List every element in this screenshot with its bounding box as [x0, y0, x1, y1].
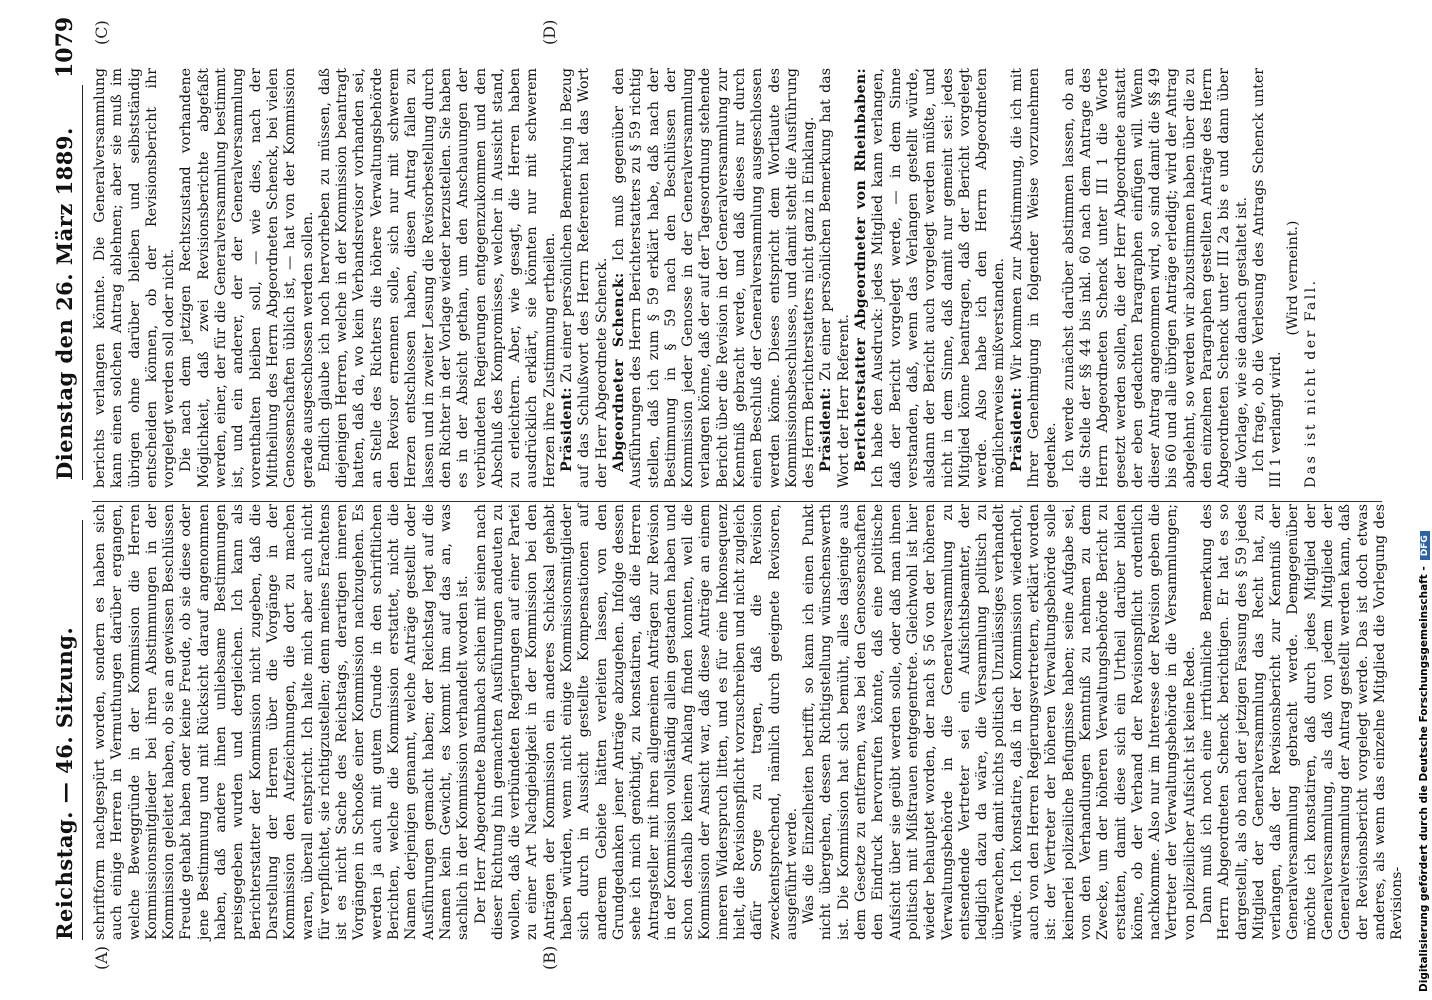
speech-president — [559, 68, 611, 488]
paragraph: Endlich glaube ich noch hervorheben zu müssen, daß diejenigen Herren, welche in der Kommission beantragt hatten, daß da, wo kein Verbandsrevisor vorhanden sei, an Stelle des Richters die höhere Verwaltungsbehörde den Revisor ernennen solle, sich nur mit schwerem Herzen entschlossen haben, diesen Antrag fallen zu lassen und in zweiter Lesung die Revisorbestellung durch den Richter in der Vorlage wieder herzustellen. Sie haben es in der Absicht gethan, um den Anschauungen der verbündeten Regierungen entgegenzukommen und den Abschluß des Kompromisses, welcher in Aussicht stand, zu erleichtern. Aber, wie gesagt, die Herren haben ausdrücklich erklärt, sie könnten nur mit schwerem Herzen ihre Zustimmung ertheilen. — [316, 68, 558, 488]
speech-president — [1009, 68, 1061, 488]
paragraph: Dann muß ich noch eine irrthümliche Bemerkung des Herrn Abgeordneten Schenck berichtigen. Er hat es so dargestellt, als ob nach der jetzigen Fassung des § 59 jedes Mitglied der Generalversammlung das Recht hat, zu verlangen, daß der Revisionsbericht zur Kenntniß der Generalversammlung gebracht werde. Demgegenüber möchte ich konstatiren, daß durch jedes Mitglied der Generalversammlung, als daß von jedem Mitgliede der Generalversammlung der Antrag gestellt werden kann, daß der Revisionsbericht vorgelegt werde. Das ist doch etwas anderes, als wenn das einzelne Mitglied die Vorlegung des Revisions- — [1199, 504, 1406, 940]
margin-mark-b: (B) — [540, 945, 559, 970]
running-header-left: Reichstag. — 46. Sitzung. — [52, 626, 77, 940]
header-rule-left — [82, 520, 83, 940]
speech-text: Ich muß gegenüber den Ausführungen des Herrn Berichterstatters zu § 59 richtig stellen, daß ich zum § 59 erklärt habe, daß nach der Bestimmung in § 59 nach den Beschlüssen der Kommission jeder Genosse in der Generalversammlung verlangen könne, daß der auf der Tagesordnung stehende Bericht über die Revision in der Generalversammlung zur Kenntniß gebracht werde, und daß dieses nur durch einen Beschluß der Generalversammlung ausgeschlossen werden könne. Dieses entspricht dem Wortlaute des Kommissionsbeschlusses, und damit steht die Ausführung des Herrn Berichterstatters nicht ganz in Einklang. — [610, 68, 818, 488]
speech-rapporteur — [853, 68, 1009, 488]
speaker-label: Präsident: — [559, 387, 576, 472]
text-column-left — [92, 504, 1406, 940]
speech-text: Zu einer persönlichen Bemerkung hat das Wort der Herr Referent. — [818, 67, 852, 488]
paragraph: schriftform nachgespürt worden, sondern es haben sich auch einige Herren in Vermuthungen darüber ergangen, welche Beweggründe in der Kommission die Herren Kommissionsmitglieder bei ihren Abstimmungen in der Kommission geleitet haben, ob sie an gewissen Beschlüssen Freude gehabt haben oder keine Freude, ob sie diese oder jene Bestimmung und mit Rücksicht darauf angenommen haben, daß andere ihnen unliebsame Bestimmungen preisgegeben wurden und dergleichen. Ich kann als Berichterstatter der Kommission nicht zugeben, daß die Darstellung der Herren über die Vorgänge in der Kommission den Aufzeichnungen, die dort zu machen waren, überall entspricht. Ich halte mich aber auch nicht für verpflichtet, sie richtigzustellen; denn meines Erachtens ist es nicht Sache des Reichstags, derartigen inneren Vorgängen in Schooße einer Kommission nachzugehen. Es werden ja auch mit gutem Grunde in den schriftlichen Berichten, welche die Kommission erstattet, nicht die Namen derjenigen genannt, welche Anträge gestellt oder Ausführungen gemacht haben; der Reichstag legt auf die Namen kein Gewicht, es kommt ihm auf das an, was sachlich in der Kommission verhandelt worden ist. — [92, 504, 472, 940]
speech-text: Zu einer persönlichen Bemerkung in Bezug auf das Schlußwort des Herrn Referenten hat das Wort der Herr Abgeordnete Schenck. — [559, 68, 610, 488]
running-header-date: Dienstag den 26. März 1889. — [52, 127, 77, 480]
page-number: 1079 — [52, 16, 78, 78]
margin-mark-c: (C) — [92, 20, 111, 45]
paragraph: Ich frage, ob die Verlesung des Antrags Schenck unter III 1 verlangt wird. — [1250, 68, 1285, 488]
speaker-label: Berichterstatter Abgeordneter von Rheinbaben: — [853, 68, 870, 472]
speaker-label: Präsident: — [818, 387, 835, 472]
speech-text: Wir kommen zur Abstimmung, die ich mit Ihrer Genehmigung in folgender Weise vorzunehmen gedenke. — [1008, 68, 1060, 488]
paragraph: Ich werde zunächst darüber abstimmen lassen, ob an die Stelle der §§ 44 bis inkl. 60 nach dem Antrage des Herrn Abgeordneten Schenck unter III 1 die Worte gesetzt werden sollen, die der Herr Abgeordnete anstatt der eben gedachten Paragraphen einfügen will. Wenn dieser Antrag angenommen wird, so sind damit die §§ 49 bis 60 und alle übrigen Anträge erledigt; wird der Antrag abgelehnt, so werden wir abzustimmen haben über die zu den einzelnen Paragraphen gestellten Anträge des Herrn Abgeordneten Schenck unter III 2a bis e und dann über die Vorlage, wie sie danach gestaltet ist. — [1060, 68, 1250, 488]
credit-text: Digitalisierung gefördert durch die Deutsche Forschungsgemeinschaft - — [1418, 566, 1430, 992]
speech-text: Ich habe den Ausdruck: jedes Mitglied kann verlangen, daß der Bericht vorgelegt werde, — in dem Sinne verstanden, daß, wenn das Verlangen gestellt würde, alsdann der Bericht auch vorgelegt werden müßte, und nicht in dem Sinne, daß damit nur gemeint sei: jedes Mitglied könne beantragen, daß der Bericht vorgelegt werde. Also habe ich den Herrn Abgeordneten möglicherweise mißverstanden. — [870, 68, 1008, 488]
column-divider — [92, 501, 1382, 502]
speech-schenck — [611, 68, 819, 488]
paragraph: berichts verlangen könnte. Die Generalversammlung kann einen solchen Antrag ablehnen; aber sie muß im übrigen ohne darüber bleiben und selbstständig entscheiden können, ob der Revisionsbericht ihr vorgelegt werden soll oder nicht. — [92, 68, 178, 488]
text-column-right — [92, 68, 1382, 488]
digitization-credit — [1418, 12, 1430, 992]
margin-mark-a: (A) — [92, 945, 111, 970]
speaker-label: Präsident: — [1008, 387, 1025, 472]
margin-mark-d: (D) — [540, 19, 559, 45]
interjection: (Wird verneint.) — [1285, 220, 1302, 336]
paragraph: Das ist nicht der Fall. — [1302, 278, 1319, 488]
paragraph: Der Herr Abgeordnete Baumbach schien mit seinen nach dieser Richtung hin gemachten Ausführungen andeuten zu wollen, daß die verbündeten Regierungen auf einer Partei zu einer Art Nachgiebigkeit in der Kommission bei den Anträgen der Kommission ein anderes Schicksal gehabt haben würden, wenn nicht einige Kommissionsmitglieder sich durch in Aussicht gestellte Kompensationen auf anderem Gebiete hätten verleiten lassen, von den Grundgedanken jener Anträge abzugehen. Infolge dessen sehe ich mich genöthigt, zu konstatiren, daß die Herren Antragsteller mit ihren allgemeinen Anträgen zur Revision in der Kommission vollständig allein gestanden haben und schon deshalb keinen Anklang finden konnten, weil die Kommission der Ansicht war, daß diese Anträge an einem inneren Widerspruch litten, und es für eine Inkonsequenz hielt, die Revisionspflicht vorzuschreiben und nicht zugleich dafür Sorge zu tragen, daß die Revision zweckentsprechend, nämlich durch geeignete Revisoren, ausgeführt werde. — [472, 504, 800, 940]
speech-president — [818, 68, 853, 488]
paragraph: Die nach dem jetzigen Rechtszustand vorhandene Möglichkeit, daß zwei Revisionsberichte abgefaßt werden, einer, der für die Generalversammlung bestimmt ist, und ein anderer, der der Generalversammlung vorenthalten bleiben soll, — wie dies, nach der Mittheilung des Herrn Abgeordneten Schenck, bei vielen Genossenschaften üblich ist, — hat von der Kommission gerade ausgeschlossen werden sollen. — [178, 68, 316, 488]
header-rule-right — [82, 85, 83, 480]
dfg-logo: DFG — [1420, 531, 1430, 560]
speaker-label: Abgeordneter Schenck: — [610, 272, 627, 472]
paragraph: Was die Einzelheiten betrifft, so kann ich einen Punkt nicht übergehen, dessen Richtigstellung wünschenswerth ist. Die Kommission hat sich bemüht, alles dasjenige aus dem Gesetze zu entfernen, was bei den Genossenschaften den Eindruck hervorrufen könnte, daß eine politische Aufsicht über sie geübt werden solle, oder daß man ihnen politisch mit Mißtrauen entgegentrete. Gleichwohl ist hier wieder behauptet worden, der nach § 56 von der höheren Verwaltungsbehörde in die Generalversammlung zu entsendende Vertreter sei ein Aufsichtsbeamter, der lediglich dazu da wäre, die Versammlung politisch zu überwachen, damit nichts politisch Unzulässiges verhandelt würde. Ich konstatire, daß in der Kommission wiederholt, auch von den Herren Regierungsvertretern, erklärt worden ist: der Vertreter der höheren Verwaltungsbehörde solle keinerlei polizeiliche Befugnisse haben; seine Aufgabe sei, von den Verhandlungen Kenntniß zu nehmen zu dem Zwecke, um der höheren Verwaltungsbehörde Bericht zu erstatten, damit diese sich ein Urtheil darüber bilden könne, ob der Verband der Revisionspflicht ordentlich nachkomme. Also nur im Interesse der Revision geben die Vertreter der Verwaltungsbehörde in die Versammlungen; von polizeilicher Aufsicht ist keine Rede. — [801, 504, 1198, 940]
